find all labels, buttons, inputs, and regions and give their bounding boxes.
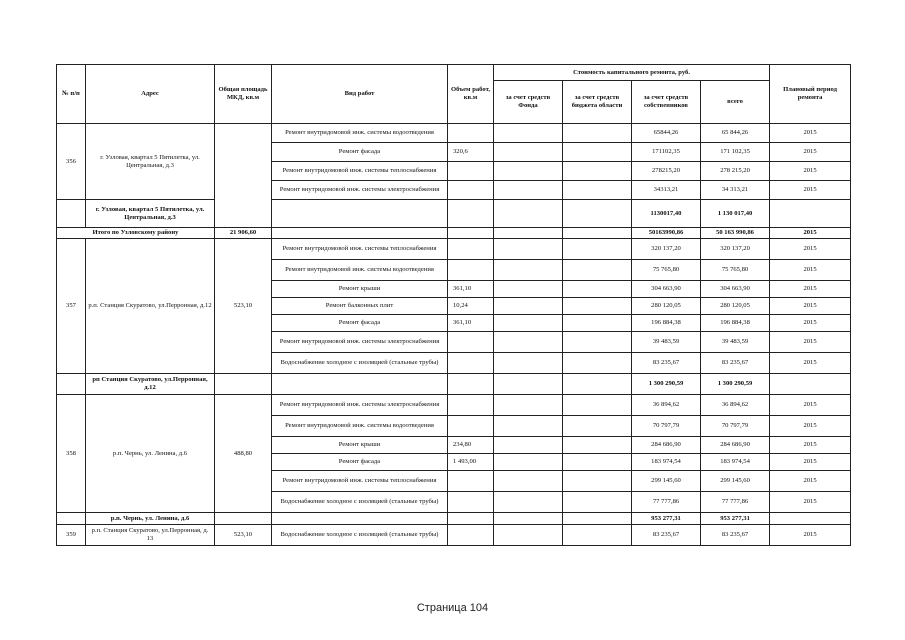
row-period: 2015 <box>770 281 851 298</box>
row-total: 278 215,20 <box>701 162 770 181</box>
subtotal-own: 953 277,31 <box>632 513 701 525</box>
row-own: 284 686,90 <box>632 437 701 454</box>
row-own: 77 777,86 <box>632 492 701 513</box>
row-period: 2015 <box>770 395 851 416</box>
table-row <box>57 239 851 260</box>
row-total: 304 663,90 <box>701 281 770 298</box>
subtotal-own: 1 300 290,59 <box>632 374 701 395</box>
row-total: 83 235,67 <box>701 353 770 374</box>
row-fund <box>494 298 563 315</box>
row-address: г. Узловая, квартал 5 Пятилетка, ул. Центральная, д.3 <box>86 124 215 200</box>
row-num <box>57 200 86 228</box>
row-own: 83 235,67 <box>632 525 701 546</box>
row-volume: 361,10 <box>448 315 494 332</box>
subtotal-address: рп Станция Скуратово, ул.Перронная, д.12 <box>86 374 215 395</box>
subtotal-total: 1 130 017,40 <box>701 200 770 228</box>
header-row <box>57 65 851 81</box>
row-volume <box>448 374 494 395</box>
row-period <box>770 200 851 228</box>
row-own: 278215,20 <box>632 162 701 181</box>
page-footer: Страница 104 <box>416 602 489 614</box>
row-work: Водоснабжение холодное с изоляцией (стальные трубы) <box>272 525 448 546</box>
subtotal-total: 953 277,31 <box>701 513 770 525</box>
row-regional <box>563 281 632 298</box>
row-regional <box>563 492 632 513</box>
row-period: 2015 <box>770 454 851 471</box>
row-regional <box>563 228 632 239</box>
row-regional <box>563 395 632 416</box>
row-volume <box>448 416 494 437</box>
row-fund <box>494 124 563 143</box>
row-period: 2015 <box>770 332 851 353</box>
row-work: Ремонт внутридомовой инж. системы электроснабжения <box>272 181 448 200</box>
header-period: Плановый период ремонта <box>770 65 851 124</box>
row-total: 196 884,38 <box>701 315 770 332</box>
row-volume <box>448 525 494 546</box>
row-work: Ремонт внутридомовой инж. системы теплоснабжения <box>272 471 448 492</box>
row-num <box>57 374 86 395</box>
row-period: 2015 <box>770 181 851 200</box>
row-regional <box>563 162 632 181</box>
row-period: 2015 <box>770 239 851 260</box>
row-work: Ремонт внутридомовой инж. системы теплоснабжения <box>272 239 448 260</box>
row-total: 320 137,20 <box>701 239 770 260</box>
row-fund <box>494 454 563 471</box>
row-own: 34313,21 <box>632 181 701 200</box>
row-period: 2015 <box>770 298 851 315</box>
row-num: 356 <box>57 124 86 200</box>
row-volume: 1 493,00 <box>448 454 494 471</box>
row-total: 83 235,67 <box>701 525 770 546</box>
row-fund <box>494 181 563 200</box>
subtotal-address: р.п. Чернь, ул. Ленина, д.6 <box>86 513 215 525</box>
row-num <box>57 513 86 525</box>
row-volume <box>448 228 494 239</box>
header-fund: за счет средств Фонда <box>494 81 563 124</box>
row-volume <box>448 162 494 181</box>
row-work: Ремонт внутридомовой инж. системы электроснабжения <box>272 395 448 416</box>
row-fund <box>494 437 563 454</box>
row-work: Ремонт внутридомовой инж. системы теплоснабжения <box>272 162 448 181</box>
row-regional <box>563 374 632 395</box>
row-period <box>770 374 851 395</box>
row-own: 304 663,90 <box>632 281 701 298</box>
district-total-period: 2015 <box>770 228 851 239</box>
row-own: 171102,35 <box>632 143 701 162</box>
row-work: Водоснабжение холодное с изоляцией (стальные трубы) <box>272 353 448 374</box>
row-volume <box>448 239 494 260</box>
subtotal-total: 1 300 290,59 <box>701 374 770 395</box>
row-own: 280 120,05 <box>632 298 701 315</box>
row-regional <box>563 124 632 143</box>
row-total: 284 686,90 <box>701 437 770 454</box>
row-period <box>770 513 851 525</box>
row-work <box>272 513 448 525</box>
row-regional <box>563 298 632 315</box>
row-regional <box>563 416 632 437</box>
row-total: 280 120,05 <box>701 298 770 315</box>
row-volume <box>448 200 494 228</box>
row-own: 83 235,67 <box>632 353 701 374</box>
row-work: Ремонт крыши <box>272 281 448 298</box>
row-volume: 320,6 <box>448 143 494 162</box>
row-work: Ремонт внутридомовой инж. системы водоотведения <box>272 260 448 281</box>
repair-register-table <box>56 64 851 546</box>
row-own: 299 145,60 <box>632 471 701 492</box>
row-regional <box>563 353 632 374</box>
row-volume <box>448 332 494 353</box>
row-volume <box>448 513 494 525</box>
row-total: 36 894,62 <box>701 395 770 416</box>
row-fund <box>494 395 563 416</box>
row-address: р.п. Чернь, ул. Ленина, д.6 <box>86 395 215 513</box>
row-volume <box>448 181 494 200</box>
row-address: р.п. Станция Скуратово, ул.Перронная, д.12 <box>86 239 215 374</box>
header-volume: Объем работ, кв.м <box>448 65 494 124</box>
row-own: 196 884,38 <box>632 315 701 332</box>
row-area: 488,80 <box>215 395 272 513</box>
header-cost-group: Стоимость капитального ремонта, руб. <box>494 65 770 81</box>
row-own: 183 974,54 <box>632 454 701 471</box>
row-fund <box>494 162 563 181</box>
row-work: Ремонт фасада <box>272 315 448 332</box>
row-regional <box>563 143 632 162</box>
row-total: 39 483,59 <box>701 332 770 353</box>
row-fund <box>494 353 563 374</box>
row-num: 358 <box>57 395 86 513</box>
row-period: 2015 <box>770 416 851 437</box>
row-work: Ремонт внутридомовой инж. системы водоотведения <box>272 416 448 437</box>
row-period: 2015 <box>770 260 851 281</box>
row-fund <box>494 513 563 525</box>
row-fund <box>494 315 563 332</box>
row-fund <box>494 525 563 546</box>
row-volume: 234,80 <box>448 437 494 454</box>
row-own: 39 483,59 <box>632 332 701 353</box>
row-regional <box>563 332 632 353</box>
district-total-row <box>57 228 851 239</box>
row-volume <box>448 260 494 281</box>
row-regional <box>563 239 632 260</box>
row-regional <box>563 437 632 454</box>
header-num: № п/п <box>57 65 86 124</box>
row-volume <box>448 124 494 143</box>
row-period: 2015 <box>770 143 851 162</box>
row-own: 65844,26 <box>632 124 701 143</box>
row-address: р.п. Станция Скуратово, ул.Перронная, д. 13 <box>86 525 215 546</box>
row-area <box>215 374 272 395</box>
row-own: 36 894,62 <box>632 395 701 416</box>
row-area <box>215 513 272 525</box>
row-regional <box>563 181 632 200</box>
row-period: 2015 <box>770 315 851 332</box>
row-volume <box>448 353 494 374</box>
row-work: Ремонт крыши <box>272 437 448 454</box>
subtotal-address: г. Узловая, квартал 5 Пятилетка, ул. Центральная, д.3 <box>86 200 215 228</box>
row-period: 2015 <box>770 353 851 374</box>
row-work: Ремонт фасада <box>272 454 448 471</box>
row-fund <box>494 260 563 281</box>
row-total: 65 844,26 <box>701 124 770 143</box>
row-fund <box>494 374 563 395</box>
row-area: 523,10 <box>215 239 272 374</box>
row-total: 183 974,54 <box>701 454 770 471</box>
row-fund <box>494 143 563 162</box>
row-fund <box>494 332 563 353</box>
row-fund <box>494 416 563 437</box>
row-total: 34 313,21 <box>701 181 770 200</box>
row-period: 2015 <box>770 471 851 492</box>
row-area <box>215 124 272 228</box>
row-total: 171 102,35 <box>701 143 770 162</box>
row-regional <box>563 471 632 492</box>
row-period: 2015 <box>770 124 851 143</box>
district-total-label: Итого по Узловскому району <box>57 228 215 239</box>
subtotal-row <box>57 374 851 395</box>
row-num: 357 <box>57 239 86 374</box>
row-work: Ремонт внутридомовой инж. системы водоотведения <box>272 124 448 143</box>
row-work: Водоснабжение холодное с изоляцией (стальные трубы) <box>272 492 448 513</box>
header-area: Общая площадь МКД, кв.м <box>215 65 272 124</box>
subtotal-row <box>57 513 851 525</box>
table-row <box>57 525 851 546</box>
row-fund <box>494 471 563 492</box>
row-work: Ремонт внутридомовой инж. системы электроснабжения <box>272 332 448 353</box>
row-regional <box>563 260 632 281</box>
row-period: 2015 <box>770 437 851 454</box>
row-regional <box>563 315 632 332</box>
row-area: 523,10 <box>215 525 272 546</box>
row-total: 77 777,86 <box>701 492 770 513</box>
district-total-total: 50 163 990,86 <box>701 228 770 239</box>
row-volume <box>448 395 494 416</box>
row-work: Ремонт балконных плит <box>272 298 448 315</box>
header-total: всего <box>701 81 770 124</box>
row-volume: 10,24 <box>448 298 494 315</box>
row-num: 359 <box>57 525 86 546</box>
row-fund <box>494 492 563 513</box>
row-work <box>272 200 448 228</box>
district-total-area: 21 906,60 <box>215 228 272 239</box>
row-fund <box>494 281 563 298</box>
row-own: 70 797,79 <box>632 416 701 437</box>
table-row <box>57 395 851 416</box>
subtotal-own: 1130017,40 <box>632 200 701 228</box>
row-period: 2015 <box>770 525 851 546</box>
row-fund <box>494 239 563 260</box>
row-regional <box>563 525 632 546</box>
header-regional: за счет средств бюджета области <box>563 81 632 124</box>
row-regional <box>563 200 632 228</box>
header-work-type: Вид работ <box>272 65 448 124</box>
row-total: 299 145,60 <box>701 471 770 492</box>
row-own: 320 137,20 <box>632 239 701 260</box>
header-address: Адрес <box>86 65 215 124</box>
row-fund <box>494 228 563 239</box>
row-regional <box>563 513 632 525</box>
district-total-own: 50163990,86 <box>632 228 701 239</box>
header-own: за счет средств собственников <box>632 81 701 124</box>
row-work: Ремонт фасада <box>272 143 448 162</box>
row-period: 2015 <box>770 492 851 513</box>
row-work <box>272 374 448 395</box>
row-work <box>272 228 448 239</box>
row-volume <box>448 492 494 513</box>
row-fund <box>494 200 563 228</box>
table-row <box>57 124 851 143</box>
row-own: 75 765,80 <box>632 260 701 281</box>
row-period: 2015 <box>770 162 851 181</box>
row-regional <box>563 454 632 471</box>
subtotal-row <box>57 200 851 228</box>
row-total: 75 765,80 <box>701 260 770 281</box>
row-volume <box>448 471 494 492</box>
row-total: 70 797,79 <box>701 416 770 437</box>
row-volume: 361,10 <box>448 281 494 298</box>
